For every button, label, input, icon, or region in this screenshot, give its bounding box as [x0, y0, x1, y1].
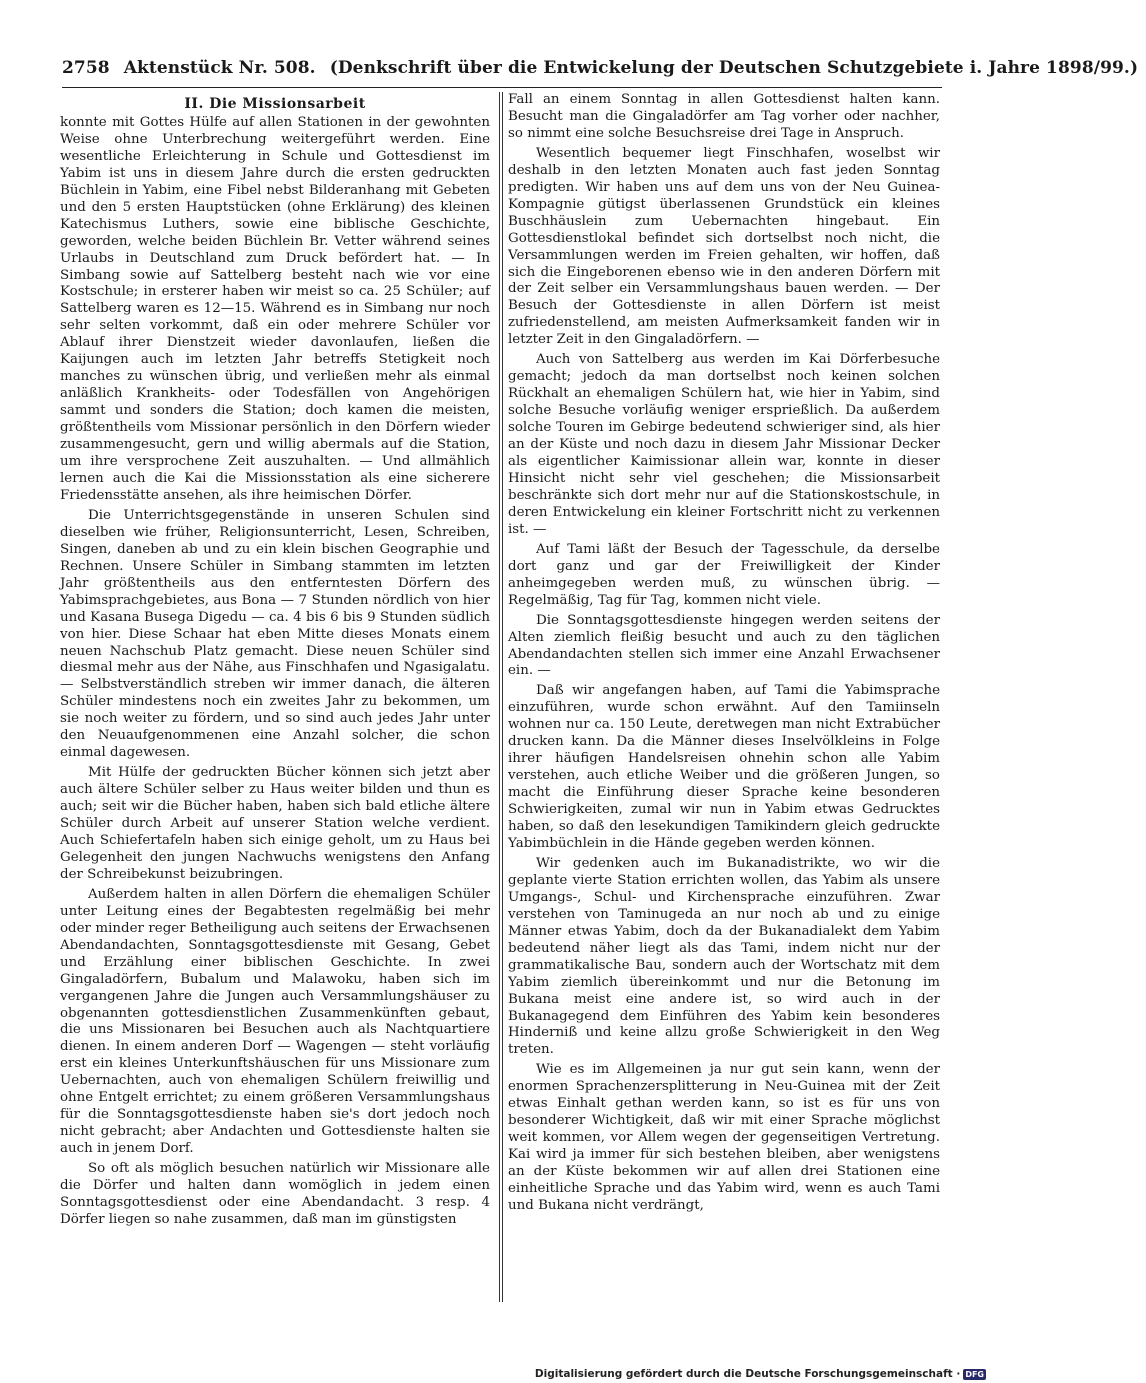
- column-divider: [499, 92, 500, 1302]
- footer-text: Digitalisierung gefördert durch die Deutsche Forschungsgemeinschaft ·: [534, 1368, 961, 1380]
- page-number: 2758: [62, 58, 110, 78]
- paragraph: Die Unterrichtsgegenstände in unseren Schulen sind dieselben wie früher, Religionsunterricht, Lesen, Schreiben, Singen, daneben ab und zu ein klein bischen Geographie und Rechnen. Unsere Schüler in Simbang stammten im letzten Jahr größtentheils aus den entferntesten Dörfern des Yabimsprachgebietes, aus Bona — 7 Stunden nördlich von hier und Kasana Busega Digedu — ca. 4 bis 6 bis 9 Stunden südlich von hier. Diese Schaar hat eben Mitte dieses Monats einem neuen Nachschub Platz gemacht. Diese neuen Schüler sind diesmal mehr aus der Nähe, aus Finschhafen und Ngasigalatu. — Selbstverständlich streben wir immer danach, die älteren Schüler mindestens noch ein zweites Jahr zu bekommen, um sie noch weiter zu fördern, und so sind auch jedes Jahr unter den Neuaufgenommenen eine Anzahl solcher, die schon einmal dagewesen.: [60, 507, 490, 761]
- paragraph: Die Sonntagsgottesdienste hingegen werden seitens der Alten ziemlich fleißig besucht und auch zu den täglichen Abendandachten stellen sich immer eine Anzahl Erwachsener ein. —: [508, 612, 940, 679]
- paragraph: Wie es im Allgemeinen ja nur gut sein kann, wenn der enormen Sprachenzersplitterung in Neu-Guinea mit der Zeit etwas Einhalt gethan werden kann, so ist es für uns von besonderer Wichtigkeit, daß wir mit einer Sprache möglichst weit kommen, vor Allem wegen der gegenseitigen Vertretung. Kai wird ja immer für sich bestehen bleiben, aber wenigstens an der Küste bekommen wir auf allen drei Stationen eine einheitliche Sprache und das Yabim wird, wenn es auch Tami und Bukana nicht verdrängt,: [508, 1062, 940, 1213]
- section-title: II. Die Missionsarbeit: [184, 96, 366, 112]
- paragraph: Auch von Sattelberg aus werden im Kai Dörferbesuche gemacht; jedoch da man dortselbst noch keinen solchen Rückhalt an ehemaligen Schülern hat, wie hier in Yabim, sind solche Besuche vorläufig weniger ersprießlich. Da außerdem solche Touren im Gebirge bedeutend schwieriger sind, als hier an der Küste und noch dazu in diesem Jahr Missionar Decker als eigentlicher Kaimissionar allein war, konnte in dieser Hinsicht nicht sehr viel geschehen; die Missionsarbeit beschränkte sich dort mehr nur auf die Stationskostschule, in deren Entwickelung ein kleiner Fortschritt nicht zu verkennen ist. —: [508, 352, 940, 537]
- right-column: [508, 92, 940, 1307]
- document-reference: Aktenstück Nr. 508.: [123, 58, 316, 78]
- column-divider: [502, 92, 503, 1302]
- document-subtitle: (Denkschrift über die Entwickelung der Deutschen Schutzgebiete i. Jahre 1898/99.): [329, 58, 1139, 78]
- header-rule: [62, 87, 942, 88]
- paragraph: Wesentlich bequemer liegt Finschhafen, woselbst wir deshalb in den letzten Monaten auch fast jeden Sonntag predigten. Wir haben uns auf dem uns von der Neu Guinea-Kompagnie gütigst überlassenen Grundstück ein kleines Buschhäuslein zum Uebernachten hingebaut. Ein Gottesdienstlokal befindet sich dortselbst noch nicht, die Versammlungen werden im Freien gehalten, wir hoffen, daß sich die Eingeborenen ebenso wie in den anderen Dörfern mit der Zeit selber ein Versammlungshaus bauen werden. — Der Besuch der Gottesdienste in allen Dörfern ist meist zufriedenstellend, am meisten Aufmerksamkeit fanden wir in letzter Zeit in den Gingaladörfern. —: [508, 145, 940, 348]
- paragraph: Mit Hülfe der gedruckten Bücher können sich jetzt aber auch ältere Schüler selber zu Haus weiter bilden und thun es auch; seit wir die Bücher haben, haben sich bald etliche ältere Schüler durch Arbeit auf unserer Station welche verdient. Auch Schiefertafeln haben sich einige geholt, um zu Haus bei Gelegenheit den jungen Nachwuchs wenigstens den Anfang der Schreibekunst beizubringen.: [60, 765, 490, 882]
- dfg-logo: DFG: [965, 1369, 984, 1379]
- paragraph: Auf Tami läßt der Besuch der Tagesschule, da derselbe dort ganz und gar der Freiwilligkeit der Kinder anheimgegeben werden muß, zu wünschen übrig. — Regelmäßig, Tag für Tag, kommen nicht viele.: [508, 541, 940, 608]
- page-header: [62, 58, 1139, 84]
- digitization-credit: [535, 1366, 986, 1382]
- paragraph: Fall an einem Sonntag in allen Gottesdienst halten kann. Besucht man die Gingaladörfer am Tag vorher oder nachher, so nimmt eine solche Besuchsreise drei Tage in Anspruch.: [508, 92, 940, 141]
- left-column: [60, 92, 490, 1307]
- paragraph: konnte mit Gottes Hülfe auf allen Stationen in der gewohnten Weise ohne Unterbrechung weitergeführt werden. Eine wesentliche Erleichterung in Schule und Gottesdienst im Yabim ist uns in diesem Jahre durch die ersten gedruckten Büchlein in Yabim, eine Fibel nebst Bilderanhang mit Gebeten und den 5 ersten Hauptstücken (ohne Erklärung) des kleinen Katechismus Luthers, sowie eine biblische Geschichte, geworden, welche beiden Büchlein Br. Vetter während seines Urlaubs in Deutschland zum Druck befördert hat. — In Simbang sowie auf Sattelberg besteht nach wie vor eine Kostschule; in ersterer haben wir meist so ca. 25 Schüler; auf Sattelberg waren es 12—15. Während es in Simbang nur noch sehr selten vorkommt, daß ein oder mehrere Schüler vor Ablauf ihrer Dienstzeit wieder davonlaufen, ließen die Kaijungen auch im letzten Jahr betreffs Stetigkeit noch manches zu wünschen übrig, und verließen mehr als einmal anläßlich Krankheits- oder Todesfällen von Angehörigen sammt und sonders die Station; doch kamen die meisten, größtentheils vom Missionar persönlich in den Dörfern wieder zusammengesucht, gern und willig abermals auf die Station, um ihre versprochene Zeit auszuhalten. — Und allmählich lernen auch die Kai die Missionsstation als eine sicherere Friedensstätte ansehen, als ihre heimischen Dörfer.: [60, 114, 490, 503]
- paragraph: So oft als möglich besuchen natürlich wir Missionare alle die Dörfer und halten dann womöglich in jedem einen Sonntagsgottesdienst oder eine Abendandacht. 3 resp. 4 Dörfer liegen so nahe zusammen, daß man im günstigsten: [60, 1161, 490, 1227]
- paragraph: Daß wir angefangen haben, auf Tami die Yabimsprache einzuführen, wurde schon erwähnt. Auf den Tamiinseln wohnen nur ca. 150 Leute, deretwegen man nicht Extrabücher drucken kann. Da die Männer dieses Inselvölkleins in Folge ihrer häufigen Handelsreisen ohnehin schon alle Yabim verstehen, auch etliche Weiber und die größeren Jungen, so macht die Einführung dieser Sprache keine besonderen Schwierigkeiten, zumal wir nun in Yabim etwas Gedrucktes haben, so daß den lesekundigen Tamikindern gleich gedruckte Yabimbüchlein in die Hände gegeben werden können.: [508, 683, 940, 851]
- paragraph: Wir gedenken auch im Bukanadistrikte, wo wir die geplante vierte Station errichten wollen, das Yabim als unsere Umgangs-, Schul- und Kirchensprache einzuführen. Zwar verstehen von Taminugeda an nur noch ab und zu einige Männer etwas Yabim, doch da der Bukanadialekt dem Yabim bedeutend näher liegt als das Tami, indem nicht nur der grammatikalische Bau, sondern auch der Wortschatz mit dem Yabim ziemlich übereinkommt und nur die Betonung im Bukana meist eine andere ist, so wird auch in der Bukanagegend dem Einführen des Yabim kein besonderes Hinderniß und keine allzu große Schwierigkeit in den Weg treten.: [508, 855, 940, 1058]
- paragraph: Außerdem halten in allen Dörfern die ehemaligen Schüler unter Leitung eines der Begabtesten regelmäßig bei mehr oder minder reger Betheiligung auch seitens der Erwachsenen Abendandachten, Sonntagsgottesdienste mit Gesang, Gebet und Erzählung einer biblischen Geschichte. In zwei Gingaladörfern, Bubalum und Malawoku, haben sich im vergangenen Jahre die Jungen auch Versammlungshäuser zu obgenannten gottesdienstlichen Zusammenkünften gebaut, die uns Missionaren bei Besuchen auch als Nachtquartiere dienen. In einem anderen Dorf — Wagengen — steht vorläufig erst ein kleines Unterkunftshäuschen für uns Missionare zum Uebernachten, auch von ehemaligen Schülern freiwillig und ohne Entgelt errichtet; zu einem größeren Versammlungshaus für die Sonntagsgottesdienste haben sie's dort jedoch noch nicht gebracht; aber Andachten und Gottesdienste halten sie auch in jenem Dorf.: [60, 886, 490, 1157]
